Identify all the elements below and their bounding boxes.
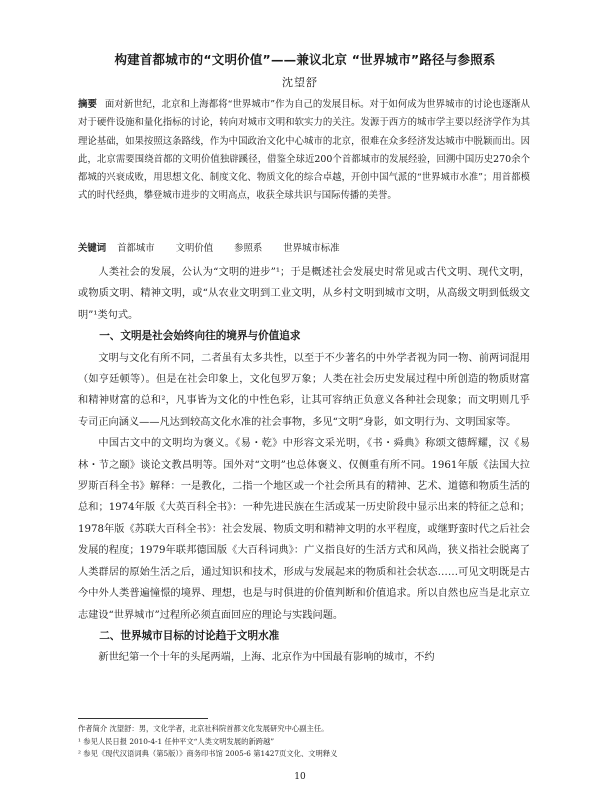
article-body [78,262,530,669]
footnote: ² 参见《现代汉语词典（第5版）》商务印书馆 2005-6 第1427页文化、文明释义 [78,749,338,758]
page-number: 10 [294,772,306,782]
footnote: ¹ 参见人民日报 2010-4-1 任仲平文“人类文明发展的新跨越” [78,736,275,746]
body-paragraph: 中国古文中的文明均为褒义。《易・乾》中形容文采光明，《书・舜典》称颂文德辉耀，汉《易林・节之颐》谈论文教昌明等。国外对“文明”也总体褒义、仅侧重有所不同。1961年版《法国大拉罗斯百科全书》解释：一是教化，二指一个地区或一个社会所具有的精神、艺术、道德和物质生活的总和；1974年版《大英百科全书》：一种先进民族在生活或某一历史阶段中显示出来的特征之总和；1978年版《苏联大百科全书》：社会发展、物质文明和精神文明的水平程度，或继野蛮时代之后社会发展的程度；1979年联邦德国版《大百科词典》：广义指良好的生活方式和风尚，狭义指社会脱离了人类群居的原始生活之后，通过知识和技术，形成与发展起来的物质和社会状态……可见文明既是古今中外人类普遍憧憬的境界、理想，也是与时俱进的价值判断和价值追求。所以自然也应当是北京立志建设“世界城市”过程所必须直面回应的理论与实践问题。 [78,438,530,621]
author-note: 作者简介 沈望舒：男，文化学者，北京社科院首都文化发展研究中心副主任。 [78,724,329,733]
abstract-label: 摘要 [78,99,97,110]
keywords [78,240,530,258]
author-name: 沈望舒 [282,76,318,89]
keyword: 首都城市 [117,243,155,254]
abstract-text: 面对新世纪，北京和上海都将“世界城市”作为自己的发展目标。对于如何成为世界城市的讨论也逐渐从对于硬件设施和量化指标的讨论，转向对城市文明和软实力的关注。发源于西方的城市学主要以经济学作为其理论基础，如果按照这条路线，作为中国政治文化中心城市的北京，很难在众多经济发达城市中脱颖而出。因此，北京需要围绕首都的文明价值独辟蹊径，借鉴全球近200个首都城市的发展经验，回溯中国历史270余个都城的兴衰成败，用思想文化、制度文化、物质文化的综合卓越，开创中国气派的“世界城市水准”；用首都模式的时代经典，攀登城市进步的文明高点，收获全球共识与国际传播的美誉。 [78,99,530,202]
article-title: 构建首都城市的“文明价值”——兼议北京 “世界城市”路径与参照系 [114,52,496,67]
footnote-divider [78,718,208,719]
abstract [78,96,530,206]
body-paragraph: 新世纪第一个十年的头尾两端，上海、北京作为中国最有影响的城市，不约 [98,652,435,664]
body-paragraph: 文明与文化有所不同，二者虽有太多共性，以至于不少著名的中外学者视为同一物、前两词混用（如亨廷顿等）。但是在社会印象上，文化包罗万象；人类在社会历史发展过程中所创造的物质财富和精神财富的总和²，凡事皆为文化的中性色彩，让其可容纳正负意义各种社会现象；而文明则几乎专司正向涵义——凡达到较高文化水准的社会事物，多见“文明”身影，如文明行为、文明国家等。 [78,352,530,428]
body-paragraph: 人类社会的发展，公认为“文明的进步”¹；于是概述社会发展史时常见或古代文明、现代文明，或物质文明、精神文明，或“从农业文明到工业文明，从乡村文明到城市文明，从高级文明到低级文明”¹类句式。 [78,267,530,321]
keyword: 文明价值 [175,243,214,254]
keyword: 参照系 [234,243,263,254]
keywords-label: 关键词 [78,243,107,254]
section-heading: 二、世界城市目标的讨论趋于文明水准 [99,629,280,642]
section-heading: 一、文明是社会始终向往的境界与价值追求 [99,330,301,343]
footnotes [78,723,530,761]
keyword: 世界城市标准 [283,243,340,254]
